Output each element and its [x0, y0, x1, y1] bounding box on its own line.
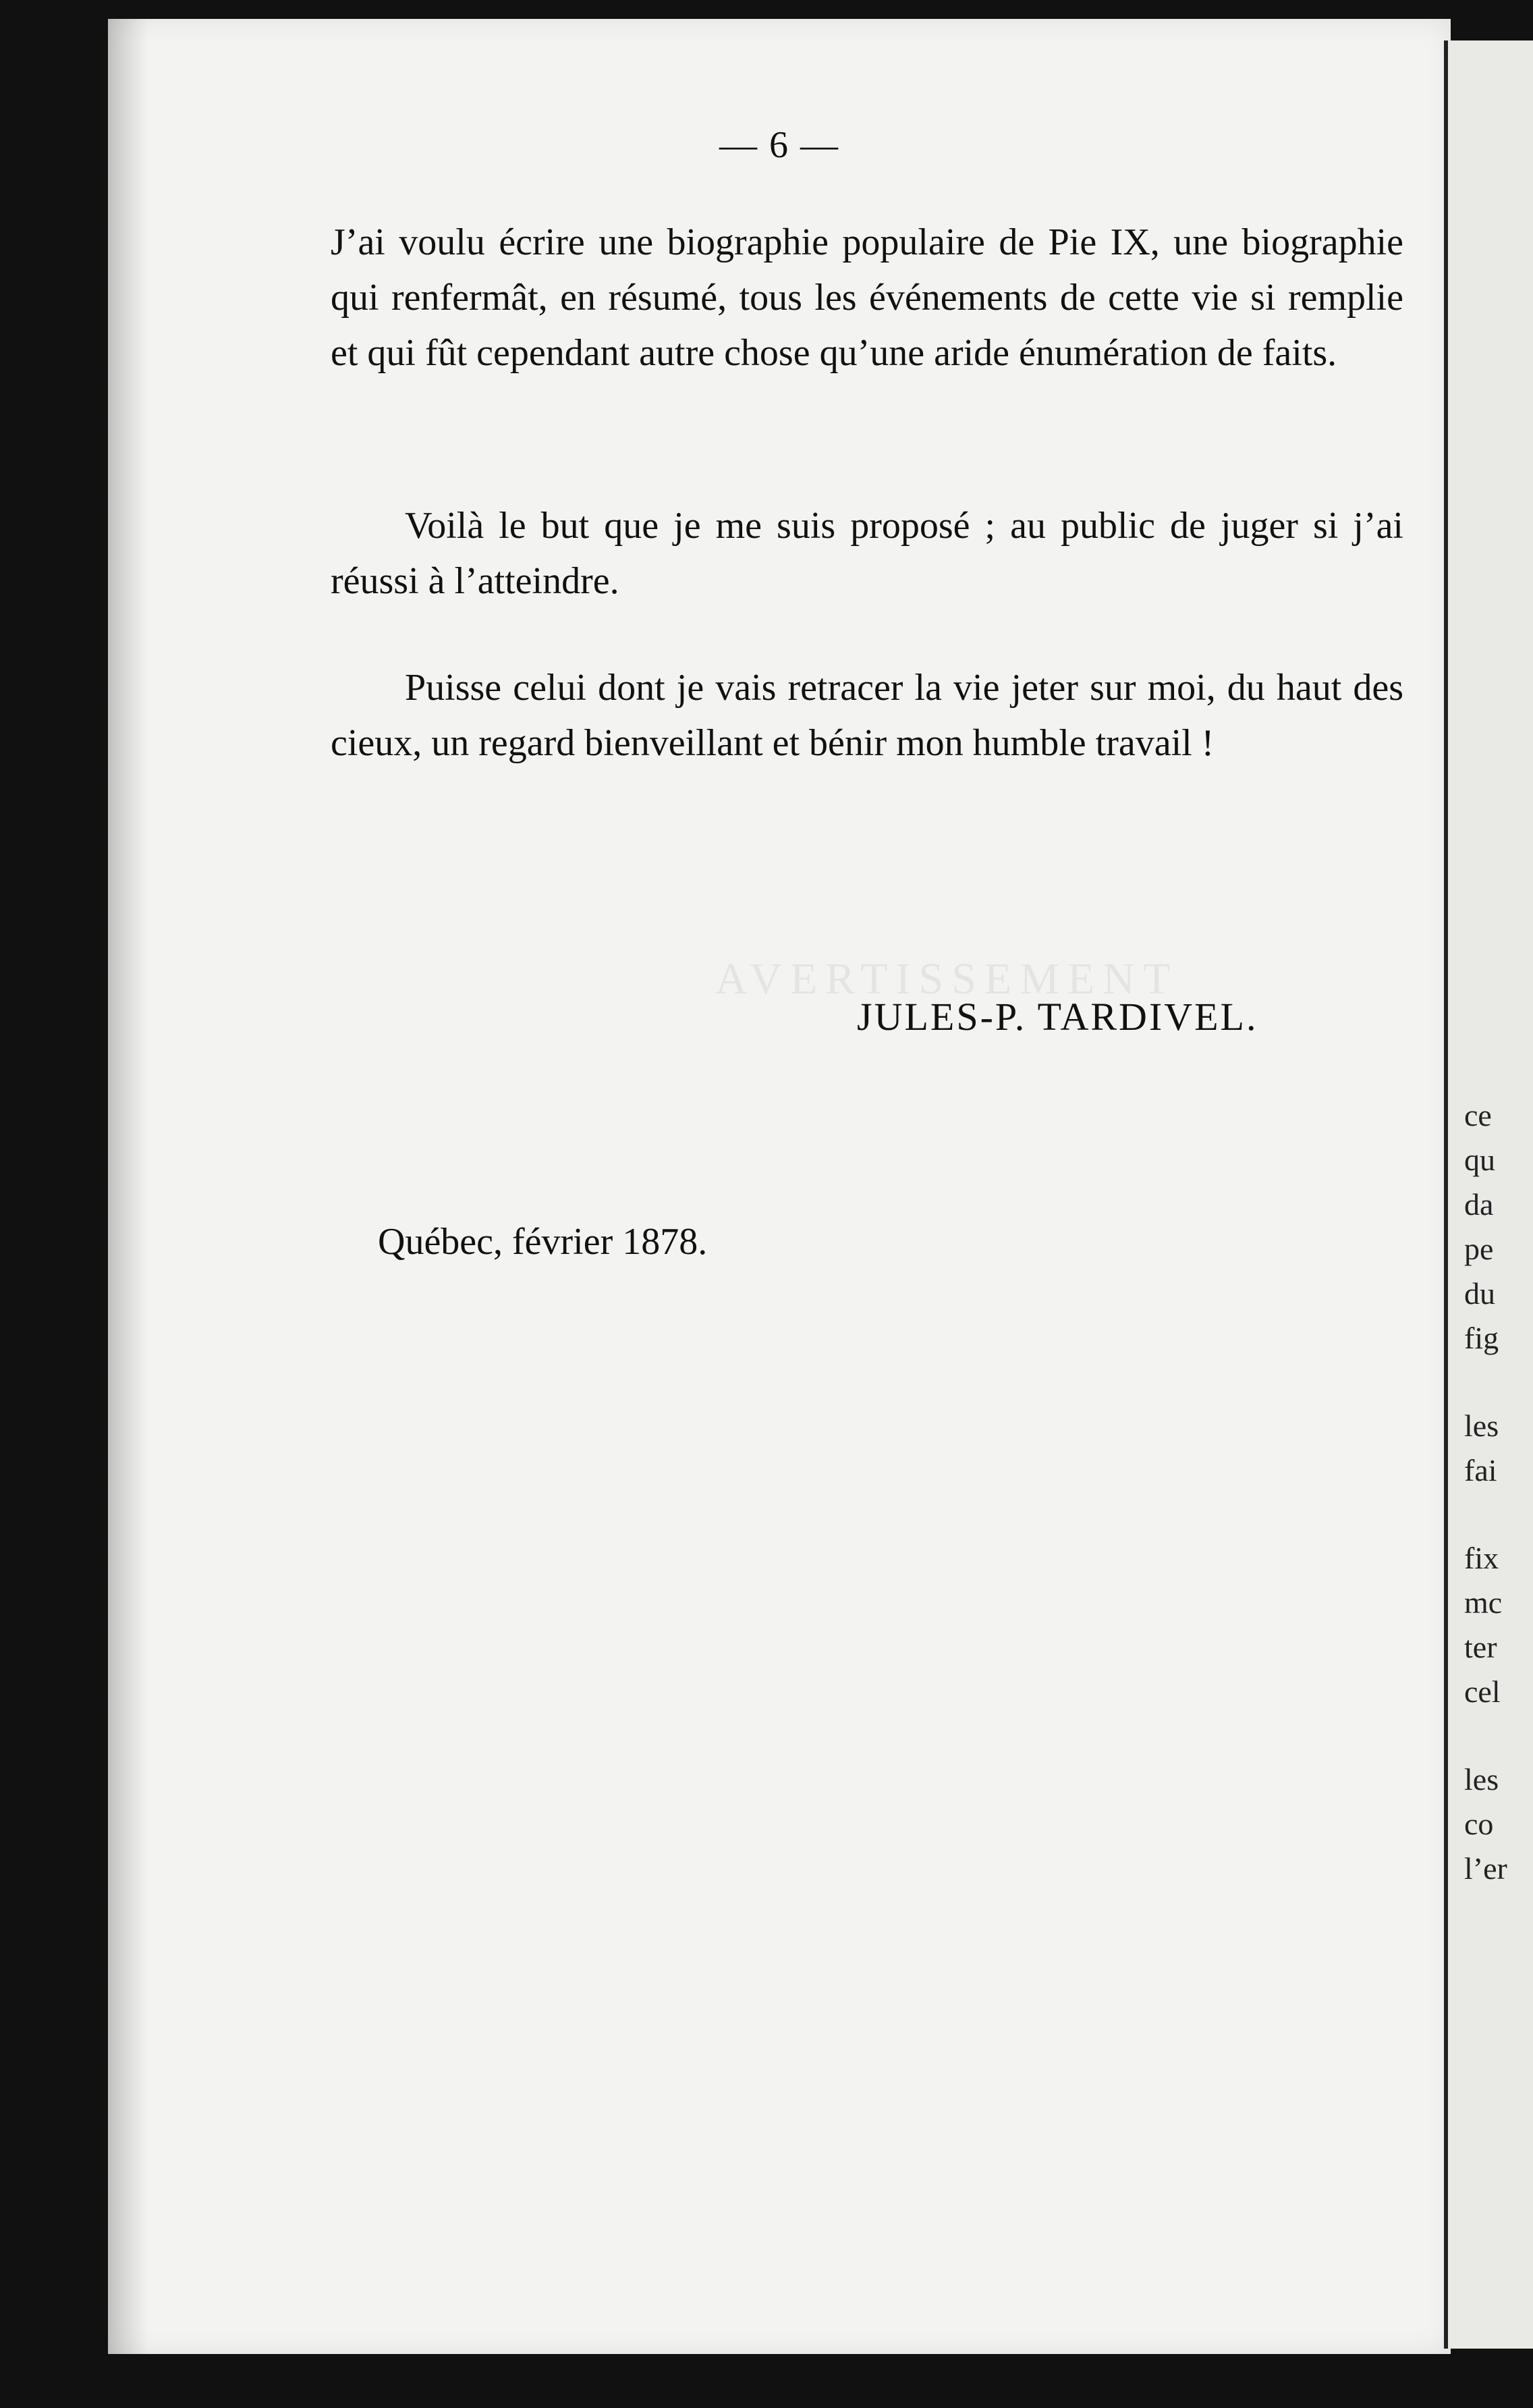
paragraph-text: Voilà le but que je me suis proposé ; au public de juger si j’ai réussi à l’atteindre.	[331, 505, 1403, 602]
fragment: fig	[1464, 1321, 1499, 1355]
fragment: ter	[1464, 1630, 1497, 1664]
fragment: mc	[1464, 1585, 1503, 1620]
paragraph-3	[331, 660, 1403, 771]
fragment: l’er	[1464, 1851, 1507, 1886]
bleed-through-heading: AVERTISSEMENT	[715, 954, 1179, 1004]
fragment-gap	[1464, 1714, 1507, 1757]
paragraph-text: J’ai voulu écrire une biographie populaire de Pie IX, une biographie qui renfermât, en résumé, tous les événements de cette vie si remplie et qui fût cependant autre chose qu’une aride énumération de faits.	[331, 221, 1403, 374]
fragment: qu	[1464, 1143, 1495, 1177]
author-signature: JULES-P. TARDIVEL.	[857, 995, 1258, 1039]
dateline: Québec, février 1878.	[378, 1221, 708, 1263]
fragment-gap	[1464, 1361, 1507, 1404]
paragraph-text: Puisse celui dont je vais retracer la vie jeter sur moi, du haut des cieux, un regard bienveillant et bénir mon humble travail !	[331, 667, 1403, 764]
adjacent-page-edge	[1444, 40, 1533, 2349]
fragment: fai	[1464, 1453, 1497, 1487]
fragment: da	[1464, 1187, 1494, 1222]
fragment: co	[1464, 1807, 1494, 1841]
fragment: cel	[1464, 1674, 1501, 1709]
fragment: les	[1464, 1762, 1499, 1797]
page-number: — 6 —	[719, 124, 839, 166]
fragment-gap	[1464, 1493, 1507, 1536]
adjacent-page-fragments	[1464, 1093, 1507, 1891]
fragment: pe	[1464, 1232, 1494, 1266]
fragment: fix	[1464, 1541, 1499, 1575]
paragraph-1	[331, 215, 1403, 381]
bleed-through-text	[331, 1112, 1410, 1720]
fragment: ce	[1464, 1098, 1492, 1132]
fragment: du	[1464, 1276, 1495, 1311]
paragraph-2	[331, 498, 1403, 609]
fragment: les	[1464, 1408, 1499, 1443]
book-page	[108, 19, 1451, 2354]
